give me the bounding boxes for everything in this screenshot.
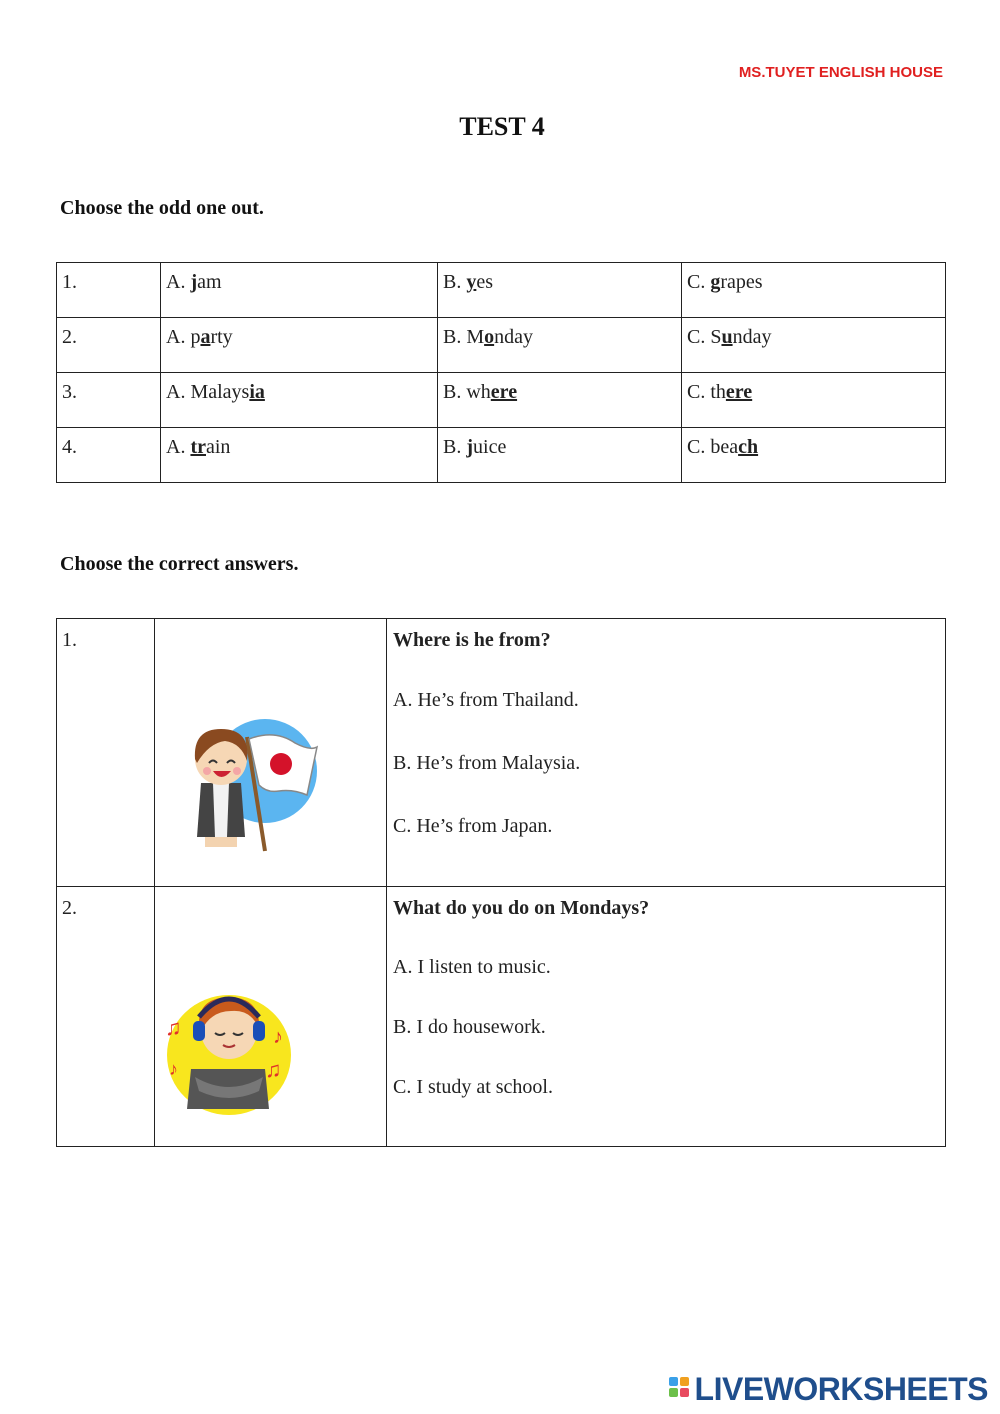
boy-with-japan-flag-illustration	[175, 719, 335, 859]
svg-text:♫: ♫	[165, 1015, 182, 1040]
answer-option-a[interactable]: A. I listen to music.	[393, 956, 551, 978]
brand-label: MS.TUYET ENGLISH HOUSE	[738, 64, 943, 81]
question-cell	[387, 887, 946, 1147]
answer-option-b[interactable]: B. I do housework.	[393, 1016, 546, 1038]
question-number: 2.	[57, 318, 161, 373]
page-title: TEST 4	[459, 112, 545, 141]
answer-option-c[interactable]: C. He’s from Japan.	[393, 815, 553, 837]
liveworksheets-logo	[669, 1371, 988, 1408]
option-a[interactable]: A. train	[161, 428, 438, 483]
option-a[interactable]: A. party	[161, 318, 438, 373]
answer-option-b[interactable]: B. He’s from Malaysia.	[393, 752, 581, 774]
option-b[interactable]: B. where	[438, 373, 682, 428]
question-number: 1.	[57, 263, 161, 318]
section1-instruction: Choose the odd one out.	[60, 197, 264, 219]
svg-text:♪: ♪	[169, 1059, 178, 1079]
question-number: 4.	[57, 428, 161, 483]
option-a[interactable]: A. Malaysia	[161, 373, 438, 428]
option-a[interactable]: A. jam	[161, 263, 438, 318]
question-number: 1.	[57, 619, 155, 887]
multiple-choice-table	[56, 618, 946, 1147]
option-c[interactable]: C. grapes	[682, 263, 946, 318]
liveworksheets-logo-icon	[669, 1377, 691, 1403]
question-number: 2.	[57, 887, 155, 1147]
liveworksheets-logo-text: LIVEWORKSHEETS	[694, 1371, 988, 1407]
table-row	[57, 263, 946, 318]
table-row	[57, 428, 946, 483]
option-b[interactable]: B. juice	[438, 428, 682, 483]
svg-text:♫: ♫	[265, 1057, 282, 1082]
table-row	[57, 318, 946, 373]
table-row	[57, 373, 946, 428]
picture-cell	[155, 619, 387, 887]
question-text: Where is he from?	[393, 629, 551, 651]
picture-cell	[155, 887, 387, 1147]
section2-instruction: Choose the correct answers.	[60, 553, 299, 575]
table-row	[57, 887, 946, 1147]
svg-text:♪: ♪	[273, 1026, 283, 1048]
boy-with-headphones-illustration	[161, 973, 301, 1118]
answer-option-c[interactable]: C. I study at school.	[393, 1076, 553, 1098]
option-c[interactable]: C. beach	[682, 428, 946, 483]
question-cell	[387, 619, 946, 887]
odd-one-out-table	[56, 262, 946, 483]
question-text: What do you do on Mondays?	[393, 897, 650, 919]
answer-option-a[interactable]: A. He’s from Thailand.	[393, 689, 579, 711]
table-row	[57, 619, 946, 887]
question-number: 3.	[57, 373, 161, 428]
option-b[interactable]: B. Monday	[438, 318, 682, 373]
option-c[interactable]: C. there	[682, 373, 946, 428]
option-c[interactable]: C. Sunday	[682, 318, 946, 373]
option-b[interactable]: B. yes	[438, 263, 682, 318]
